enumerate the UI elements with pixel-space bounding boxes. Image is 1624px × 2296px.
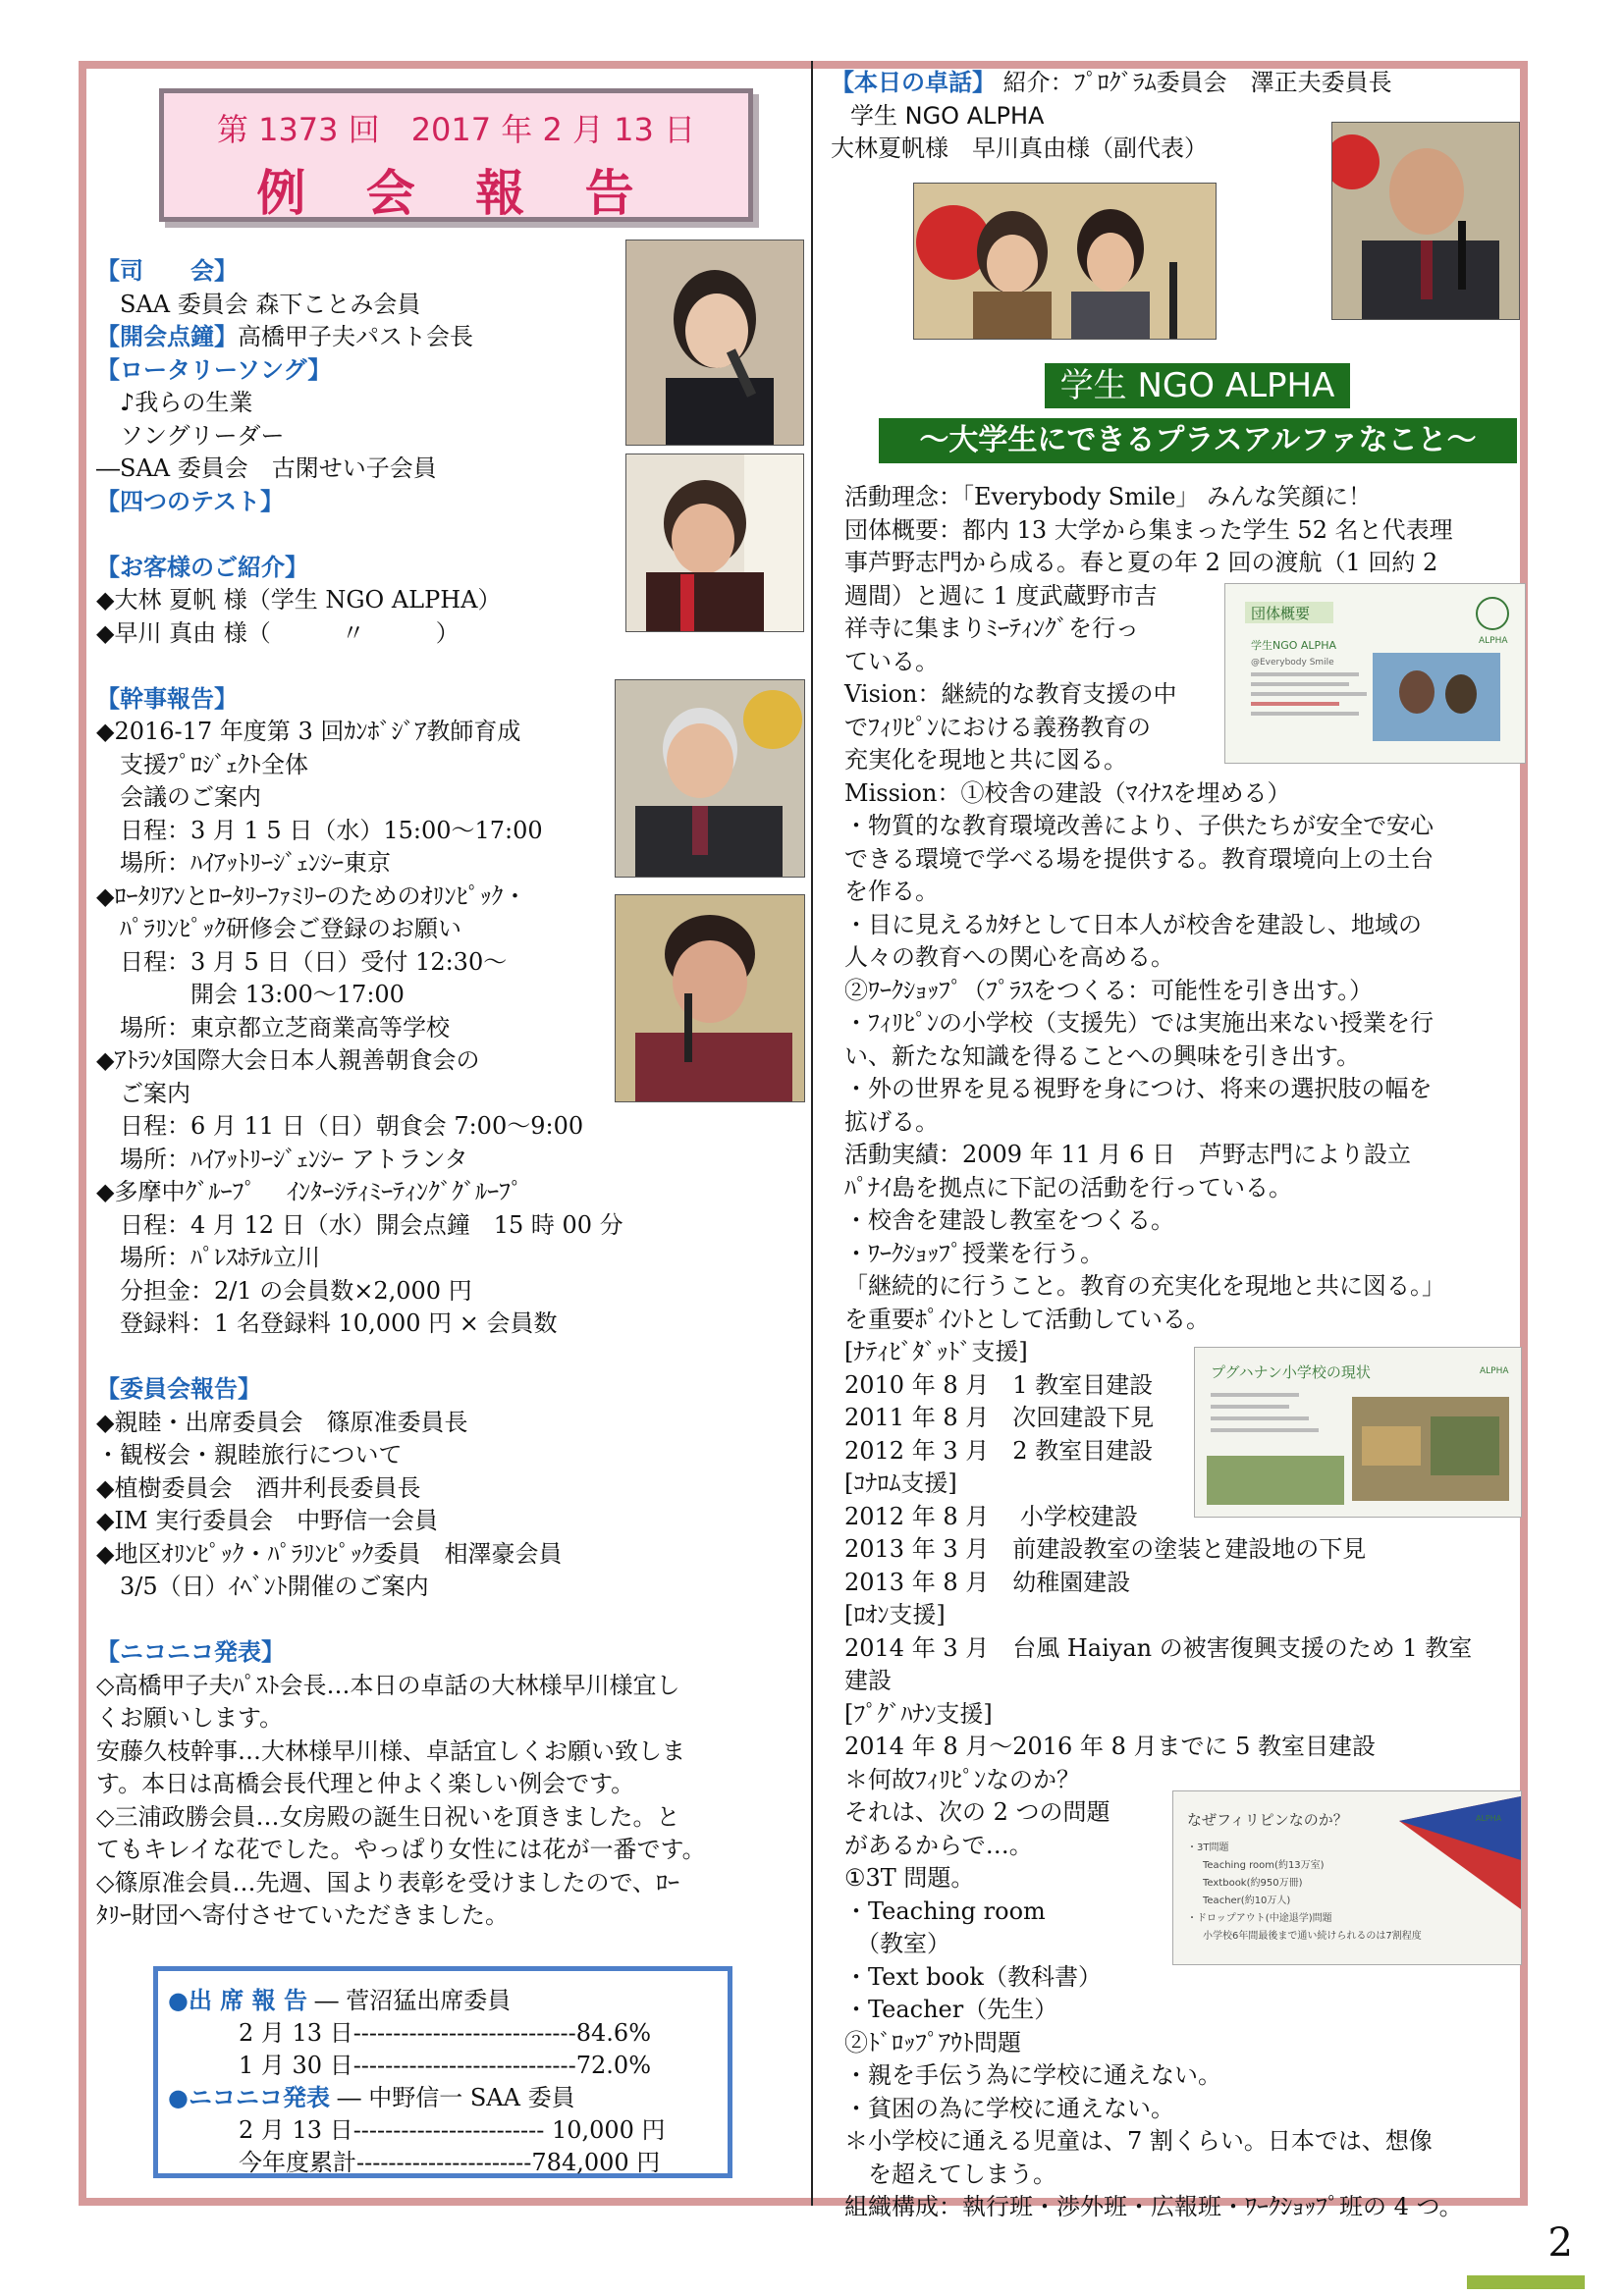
- left-text-line: ◆IM 実行委員会 中野信一会員: [96, 1507, 439, 1534]
- right-text-line: 団体概要：都内 13 大学から集まった学生 52 名と代表理: [844, 515, 1453, 544]
- slide-why-item: ・3T問題: [1187, 1842, 1229, 1853]
- photo-mc-woman: [625, 240, 804, 446]
- right-text-line: それは、次の 2 つの問題: [844, 1798, 1110, 1826]
- left-text-line: ◆2016-17 年度第 3 回ｶﾝﾎﾞｼﾞｱ教師育成: [96, 718, 521, 745]
- slide-school-title: プグハナン小学校の現状: [1211, 1363, 1371, 1381]
- right-text-line: 祥寺に集まりﾐｰﾃｨﾝｸﾞを行っ: [844, 614, 1139, 642]
- left-text-line: ◆親睦・出席委員会 篠原准委員長: [96, 1408, 468, 1436]
- right-text-line: ・貧困の為に学校に通えない。: [844, 2094, 1174, 2122]
- right-text-line: 2013 年 8 月 幼稚園建設: [844, 1568, 1131, 1596]
- right-text-line: 組織構成：執行班・渉外班・広報班・ﾜｰｸｼｮｯﾌﾟ班の 4 つ。: [844, 2193, 1463, 2220]
- report-title-box: [159, 88, 753, 222]
- left-text-line: ソングリーダー: [96, 421, 285, 450]
- right-text-line: ている。: [844, 647, 939, 675]
- section-heading-line: [96, 1636, 803, 1670]
- right-text-line: [ｺﾅﾛﾑ支援]: [844, 1469, 957, 1497]
- left-text-line: 場所：ﾊｲｱｯﾄﾘｰｼﾞｪﾝｼｰ アトランタ: [96, 1145, 468, 1173]
- left-text-line: 日程：3 月 5 日（日）受付 12:30～: [96, 947, 508, 976]
- left-text-line: ◇高橋甲子夫ﾊﾟｽﾄ会長…本日の卓話の大林様早川様宜し: [96, 1671, 680, 1699]
- right-text-line: ・ﾌｨﾘﾋﾟﾝの小学校（支援先）では実施出来ない授業を行: [844, 1009, 1434, 1037]
- page-number: 2: [1547, 2220, 1573, 2266]
- right-text-line: ・外の世界を見る視野を身につけ、将来の選択肢の幅を: [844, 1075, 1433, 1102]
- right-text-line: ＊何故ﾌｨﾘﾋﾟﾝなのか？: [844, 1765, 1080, 1793]
- left-text-line: ◆早川 真由 様（ 〃 ）: [96, 618, 460, 647]
- right-text-line: を超えてしまう。: [844, 2160, 1056, 2188]
- section-heading: 【司 会】: [96, 257, 238, 285]
- left-text-line: す。本日は髙橋会長代理と仲よく楽しい例会です。: [96, 1770, 635, 1797]
- left-text-line: 支援ﾌﾟﾛｼﾞｪｸﾄ全体: [96, 750, 308, 778]
- slide-why-item: ・ドロップアウト(中途退学)問題: [1187, 1913, 1332, 1924]
- right-text-line: い、新たな知識を得ることへの興味を引き出す。: [844, 1041, 1361, 1070]
- right-text-line: 人々の教育への関心を高める。: [844, 943, 1174, 971]
- right-text-line: 充実化を現地と共に図る。: [844, 746, 1127, 774]
- report-heading: 例 会 報 告: [256, 165, 656, 222]
- page-number-bar: [1467, 2275, 1585, 2289]
- section-heading: 【ロータリーソング】: [96, 355, 332, 384]
- photo-program-chair: [1331, 122, 1520, 320]
- left-text-line: SAA 委員会 森下ことみ会員: [96, 290, 421, 318]
- left-text-line: 登録料：1 名登録料 10,000 円 × 会員数: [96, 1309, 558, 1337]
- left-text-line: [96, 1604, 803, 1637]
- right-text-line: [ﾅﾃｨﾋﾞﾀﾞｯﾄﾞ支援]: [844, 1338, 1028, 1365]
- slide-why-item: Teacher(約10万人): [1203, 1896, 1291, 1906]
- left-text-line: 安藤久枝幹事…大林様早川様、卓話宜しくお願い致しま: [96, 1736, 685, 1765]
- slide-why-item: Textbook(約950万冊): [1203, 1878, 1303, 1889]
- nikoniko-officer: ― 中野信一 SAA 委員: [329, 2084, 575, 2111]
- left-text-line: [96, 1341, 803, 1374]
- slide-overview-tag: @Everybody Smile: [1251, 658, 1334, 667]
- slide-why-item: Teaching room(約13万室): [1203, 1860, 1325, 1871]
- right-text-line: ＊小学校に通える児童は、7 割くらい。日本では、想像: [844, 2127, 1433, 2155]
- right-text-line: 建設: [844, 1667, 892, 1694]
- right-text-line: 活動実績：2009 年 11 月 6 日 芦野志門により設立: [844, 1141, 1412, 1168]
- left-text-line: ﾀﾘｰ財団へ寄付させていただきました。: [96, 1901, 509, 1929]
- right-text-line: を作る。: [844, 878, 939, 905]
- section-heading: 【お客様のご紹介】: [96, 553, 308, 581]
- slide-why-item: 小学校6年間最後まで通い続けられるのは7割程度: [1203, 1931, 1422, 1942]
- speech-speakers: 大林夏帆様 早川真由様（副代表）: [831, 134, 1208, 162]
- right-text-line: 2013 年 3 月 前建設教室の塗装と建設地の下見: [844, 1535, 1367, 1563]
- column-divider: [811, 61, 813, 2206]
- left-text-line: 場所：ﾊｲｱｯﾄﾘｰｼﾞｪﾝｼｰ東京: [96, 849, 391, 877]
- right-text-line: 活動理念：「Everybody Smile」 みんな笑顔に！: [844, 483, 1373, 510]
- right-text-line: ・ﾜｰｸｼｮｯﾌﾟ授業を行う。: [844, 1239, 1104, 1267]
- photo-song-leader: [625, 454, 804, 632]
- left-text-line: ♪我らの生業: [96, 389, 253, 416]
- right-text-line: 拡げる。: [844, 1107, 939, 1136]
- section-heading: 【幹事報告】: [96, 684, 238, 713]
- section-heading: 【委員会報告】: [96, 1375, 261, 1403]
- left-text-line: 場所：ﾊﾟﾚｽﾎﾃﾙ立川: [96, 1244, 320, 1271]
- left-text-line: 場所：東京都立芝商業高等学校: [96, 1013, 450, 1041]
- photo-speaker-elder-woman: [615, 894, 805, 1102]
- ngo-title-banner: 学生 NGO ALPHA: [1045, 363, 1350, 408]
- speech-org: 学生 NGO ALPHA: [850, 101, 1045, 130]
- left-text-line: てもキレイな花でした。やっぱり女性には花が一番です。: [96, 1836, 706, 1863]
- right-text-line: でﾌｨﾘﾋﾟﾝにおける義務教育の: [844, 713, 1151, 741]
- right-text-line: ・Teacher（先生）: [844, 1996, 1058, 2023]
- nikoniko-row: 今年度累計----------------------784,000 円: [168, 2149, 661, 2176]
- left-text-line: [96, 650, 803, 683]
- left-text-line: くお願いします。: [96, 1704, 284, 1732]
- speech-intro: 紹介：ﾌﾟﾛｸﾞﾗﾑ委員会 澤正夫委員長: [996, 69, 1392, 96]
- attendance-row: 1 月 30 日----------------------------72.0%: [168, 2052, 651, 2079]
- section-heading-line: [96, 1373, 803, 1407]
- section-heading: 【ニコニコ発表】: [96, 1638, 285, 1666]
- left-text-line: 会議のご案内: [96, 783, 261, 811]
- right-text-line: 2014 年 8 月～2016 年 8 月までに 5 教室目建設: [844, 1733, 1376, 1760]
- left-text-line: ◆多摩中ｸﾞﾙｰﾌﾟ ｲﾝﾀｰｼﾃｨﾐｰﾃｨﾝｸﾞｸﾞﾙｰﾌﾟ: [96, 1178, 523, 1205]
- left-text-line: 3/5（日）ｲﾍﾞﾝﾄ開催のご案内: [96, 1573, 429, 1600]
- right-text-line: 2014 年 3 月 台風 Haiyan の被害復興支援のため 1 教室: [844, 1633, 1473, 1662]
- right-text-line: ②ﾜｰｸｼｮｯﾌﾟ（ﾌﾟﾗｽをつくる：可能性を引き出す。）: [844, 976, 1374, 1004]
- attendance-row: 2 月 13 日----------------------------84.6%: [168, 2019, 651, 2047]
- left-text-line: 分担金：2/1 の会員数×2,000 円: [96, 1276, 472, 1305]
- attendance-officer: ― 菅沼猛出席委員: [307, 1987, 512, 2014]
- left-text-line: 日程：6 月 11 日（日）朝食会 7:00～9:00: [96, 1112, 584, 1140]
- slide-overview-title: 団体概要: [1251, 605, 1311, 622]
- right-text-line: ・Text book（教科書）: [844, 1962, 1102, 1991]
- right-text-line: 2012 年 8 月 小学校建設: [844, 1502, 1138, 1530]
- right-text-line: Vision：継続的な教育支援の中: [844, 680, 1177, 708]
- right-text-line: ・目に見えるｶﾀﾁとして日本人が校舎を建設し、地域の: [844, 910, 1422, 938]
- alpha-logo-text: ALPHA: [1480, 1366, 1509, 1376]
- left-text-line: 日程：3 月 1 5 日（水）15:00～17:00: [96, 816, 543, 844]
- left-text-line: ご案内: [96, 1079, 190, 1107]
- left-text-line: ◇三浦政勝会員…女房殿の誕生日祝いを頂きました。と: [96, 1802, 680, 1831]
- slide-organization-overview: [1224, 583, 1526, 764]
- right-text-line: を重要ﾎﾟｲﾝﾄとして活動している。: [844, 1305, 1210, 1333]
- photo-speakers: [913, 183, 1217, 340]
- right-text-line: 2012 年 3 月 2 教室目建設: [844, 1436, 1154, 1465]
- section-heading: 【四つのテスト】: [96, 487, 285, 515]
- nikoniko-row: 2 月 13 日------------------------ 10,000 円: [168, 2116, 666, 2144]
- right-text-line: ・Teaching room: [844, 1896, 1046, 1925]
- left-text-line: ◆ｱﾄﾗﾝﾀ国際大会日本人親善朝食会の: [96, 1046, 480, 1074]
- right-text-line: 週間）と週に 1 度武蔵野市吉: [844, 581, 1158, 610]
- left-text-line: ﾊﾟﾗﾘﾝﾋﾟｯｸ研修会ご登録のお願い: [96, 915, 461, 942]
- right-text-line: [ﾌﾟｸﾞﾊﾅﾝ支援]: [844, 1699, 993, 1728]
- left-text-line: ◇篠原准会員…先週、国より表彰を受けましたので、ﾛｰ: [96, 1868, 679, 1896]
- section-heading: 【開会点鐘】: [96, 323, 238, 350]
- slide-school-status: [1194, 1347, 1522, 1518]
- slide-why-philippines: [1172, 1790, 1522, 1965]
- nikoniko-heading: ●ニコニコ発表: [168, 2084, 330, 2111]
- right-text-line: ・親を手伝う為に学校に通えない。: [844, 2061, 1221, 2089]
- right-text-line: （教室）: [844, 1930, 950, 1957]
- right-text-line: 「継続的に行うこと。教育の充実化を現地と共に図る。」: [844, 1272, 1445, 1300]
- right-text-line: Mission：①校舎の建設（ﾏｲﾅｽを埋める）: [844, 778, 1291, 807]
- right-text-line: があるからで…。: [844, 1831, 1033, 1859]
- right-text-line: ②ﾄﾞﾛｯﾌﾟｱｳﾄ問題: [844, 2028, 1021, 2056]
- left-text-line: ―SAA 委員会 古閑せい子会員: [96, 454, 437, 482]
- right-text-line: ・物質的な教育環境改善により、子供たちが安全で安心: [844, 812, 1434, 839]
- right-text-line: ﾊﾟﾅｲ島を拠点に下記の活動を行っている。: [844, 1173, 1292, 1201]
- left-text-line: ◆ﾛｰﾀﾘｱﾝとﾛｰﾀﾘｰﾌｧﾐﾘｰのためのｵﾘﾝﾋﾟｯｸ・: [96, 881, 527, 910]
- alpha-logo-text: ALPHA: [1476, 1814, 1502, 1823]
- right-text-line: [ﾛｵﾝ支援]: [844, 1601, 946, 1629]
- right-text-line: できる環境で学べる場を提供する。教育環境向上の土台: [844, 844, 1434, 873]
- attendance-heading: ●出 席 報 告: [168, 1987, 308, 2014]
- left-text-line: ◆大林 夏帆 様（学生 NGO ALPHA）: [96, 586, 502, 614]
- left-text-line: ・観桜会・親睦旅行について: [96, 1441, 403, 1468]
- right-text-line: 事芦野志門から成る。春と夏の年 2 回の渡航（1 回約 2: [844, 549, 1438, 576]
- ngo-subtitle-banner: ～大学生にできるプラスアルファなこと～: [879, 418, 1517, 463]
- left-text-line: 開会 13:00～17:00: [96, 981, 405, 1008]
- speech-label: 【本日の卓話】: [831, 69, 996, 96]
- left-text-line: 日程：4 月 12 日（水）開会点鐘 15 時 00 分: [96, 1210, 623, 1239]
- section-heading-detail: 高橋甲子夫パスト会長: [238, 323, 473, 350]
- slide-overview-org: 学生NGO ALPHA: [1251, 639, 1336, 652]
- left-text-line: ◆植樹委員会 酒井利長委員長: [96, 1473, 421, 1502]
- right-text-line: 2010 年 8 月 1 教室目建設: [844, 1370, 1154, 1399]
- right-text-line: ・校舎を建設し教室をつくる。: [844, 1206, 1174, 1234]
- right-text-line: ①3T 問題。: [844, 1864, 975, 1892]
- slide-why-title: なぜフィリピンなのか？: [1187, 1811, 1348, 1829]
- photo-secretary: [615, 679, 805, 878]
- alpha-logo-text: ALPHA: [1479, 636, 1508, 646]
- left-text-line: ◆地区ｵﾘﾝﾋﾟｯｸ・ﾊﾟﾗﾘﾝﾋﾟｯｸ委員 相澤豪会員: [96, 1539, 563, 1568]
- right-text-line: 2011 年 8 月 次回建設下見: [844, 1404, 1155, 1431]
- attendance-box: [153, 1966, 732, 2178]
- meeting-date: 第 1373 回 2017 年 2 月 13 日: [216, 111, 696, 148]
